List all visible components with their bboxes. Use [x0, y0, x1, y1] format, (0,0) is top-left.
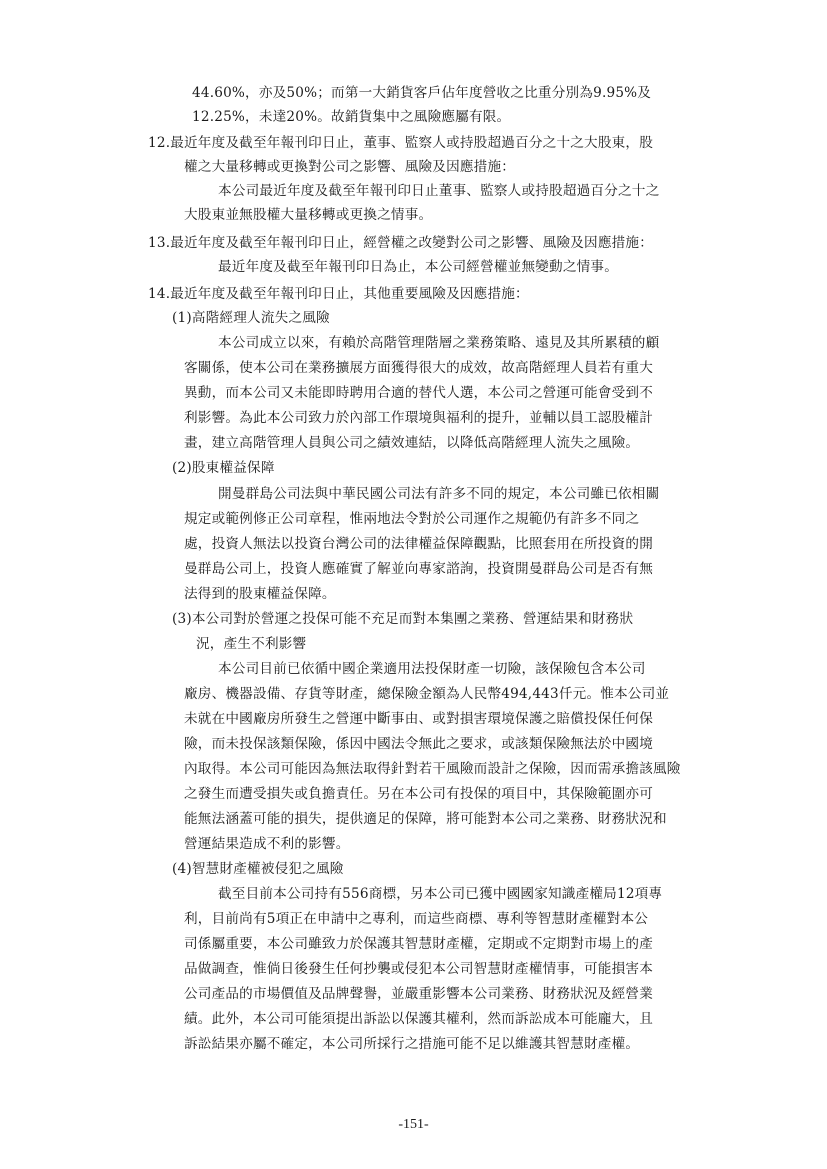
text-line: 規定或範例修正公司章程，惟兩地法令對於公司運作之規範仍有許多不同之: [184, 511, 640, 527]
text-line: 權之大量移轉或更換對公司之影響、風險及因應措施：: [184, 159, 516, 175]
text-line: 44.60%，亦及50%；而第一大銷貨客戶佔年度營收之比重分別為9.95%及: [192, 85, 652, 101]
subsection-3-heading: (3)本公司對於營運之投保可能不充足而對本集團之業務、營運結果和財務狀: [172, 611, 634, 627]
section-14-heading: 14.最近年度及截至年報刊印日止，其他重要風險及因應措施：: [148, 286, 529, 302]
subsection-3-heading-cont: 況，產生不利影響: [196, 636, 307, 652]
text-line: 客關係，使本公司在業務擴展方面獲得很大的成效，故高階經理人員若有重大: [184, 360, 653, 376]
text-line: 截至目前本公司持有556商標，另本公司已獲中國國家知識產權局12項專: [218, 886, 663, 902]
text-line: 異動，而本公司又未能即時聘用合適的替代人選，本公司之營運可能會受到不: [184, 385, 653, 401]
subsection-4-heading: (4)智慧財產權被侵犯之風險: [172, 861, 344, 877]
text-line: 大股東並無股權大量移轉或更換之情事。: [184, 207, 433, 223]
text-line: 利影響。為此本公司致力於內部工作環境與福利的提升，並輔以員工認股權計: [184, 410, 653, 426]
text-line: 未就在中國廠房所發生之營運中斷事由、或對損害環境保護之賠償投保任何保: [184, 711, 653, 727]
text-line: 12.25%，未達20%。故銷貨集中之風險應屬有限。: [192, 109, 511, 125]
text-line: 公司產品的市場價值及品牌聲譽，並嚴重影響本公司業務、財務狀況及經營業: [184, 986, 653, 1002]
text-line: 畫，建立高階管理人員與公司之績效連結，以降低高階經理人流失之風險。: [184, 435, 640, 451]
text-line: 營運結果造成不利的影響。: [184, 836, 350, 852]
text-line: 本公司目前已依循中國企業適用法投保財產一切險，該保險包含本公司: [218, 661, 646, 677]
text-line: 利，目前尚有5項正在申請中之專利，而這些商標、專利等智慧財產權對本公: [184, 911, 649, 927]
text-line: 內取得。本公司可能因為無法取得針對若干風險而設計之保險，因而需承擔該風險: [184, 761, 681, 777]
text-line: 品做調查，惟倘日後發生任何抄襲或侵犯本公司智慧財產權情事，可能損害本: [184, 961, 653, 977]
page-number: -151-: [398, 1117, 429, 1132]
subsection-2-heading: (2)股東權益保障: [172, 460, 275, 476]
subsection-1-heading: (1)高階經理人流失之風險: [172, 310, 330, 326]
text-line: 處，投資人無法以投資台灣公司的法律權益保障觀點，比照套用在所投資的開: [184, 536, 653, 552]
text-line: 最近年度及截至年報刊印日為止，本公司經營權並無變動之情事。: [218, 259, 619, 275]
section-12-heading: 12.最近年度及截至年報刊印日止，董事、監察人或持股超過百分之十之大股東，股: [148, 135, 653, 151]
text-line: 本公司最近年度及截至年報刊印日止董事、監察人或持股超過百分之十之: [218, 183, 660, 199]
text-line: 績。此外，本公司可能須提出訴訟以保護其權利，然而訴訟成本可能龐大，且: [184, 1011, 653, 1027]
text-line: 本公司成立以來，有賴於高階管理階層之業務策略、遠見及其所累積的顧: [218, 335, 660, 351]
section-13-heading: 13.最近年度及截至年報刊印日止，經營權之改變對公司之影響、風險及因應措施：: [148, 235, 653, 251]
text-line: 開曼群島公司法與中華民國公司法有許多不同的規定，本公司雖已依相關: [218, 486, 660, 502]
text-line: 險，而未投保該類保險，係因中國法令無此之要求，或該類保險無法於中國境: [184, 736, 653, 752]
text-line: 司係屬重要，本公司雖致力於保護其智慧財產權，定期或不定期對市場上的產: [184, 936, 653, 952]
text-line: 法得到的股東權益保障。: [184, 586, 336, 602]
text-line: 之發生而遭受損失或負擔責任。另在本公司有投保的項目中，其保險範圍亦可: [184, 786, 653, 802]
text-line: 曼群島公司上，投資人應確實了解並向專家諮詢，投資開曼群島公司是否有無: [184, 561, 653, 577]
text-line: 能無法涵蓋可能的損失，提供適足的保障，將可能對本公司之業務、財務狀況和: [184, 811, 667, 827]
text-line: 訴訟結果亦屬不確定，本公司所採行之措施可能不足以維護其智慧財產權。: [184, 1036, 640, 1052]
text-line: 廠房、機器設備、存貨等財產，總保險金額為人民幣494,443仟元。惟本公司並: [184, 686, 670, 702]
